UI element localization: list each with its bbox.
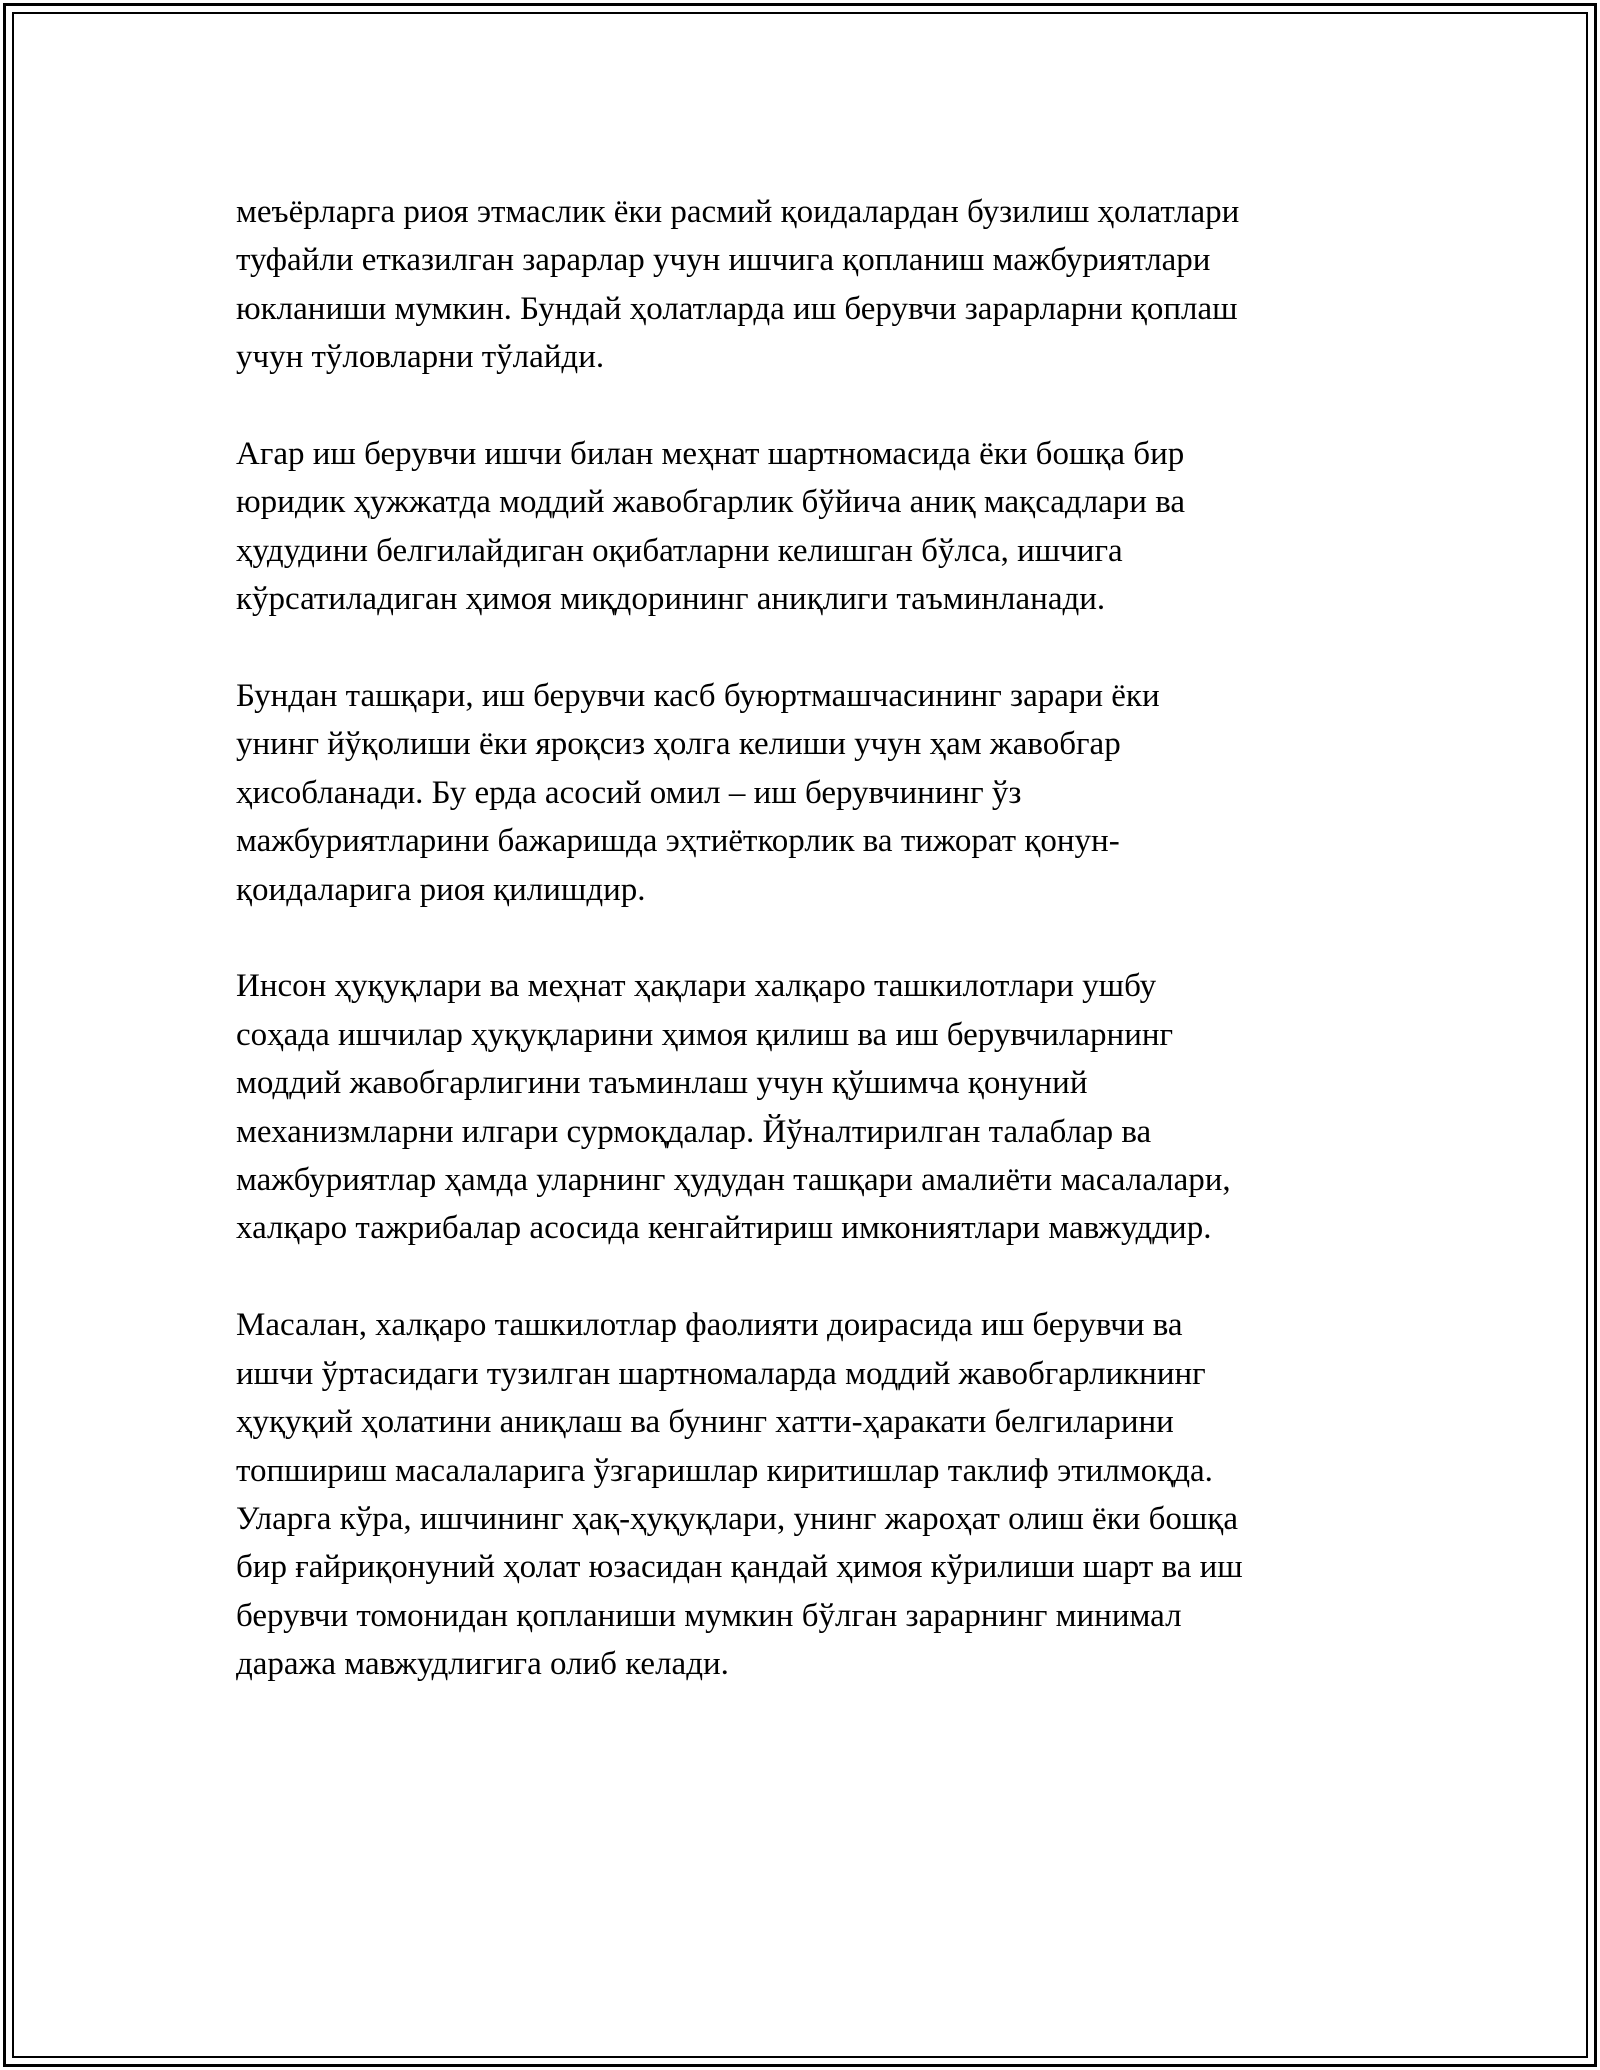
paragraph-5: Масалан, халқаро ташкилотлар фаолияти доирасида иш берувчи ва ишчи ўртасидаги тузилган шартномаларда моддий жавобгарликнинг ҳуқуқий ҳолатини аниқлаш ва бунинг хатти-ҳаракати белгиларини топшириш масалаларига ўзгаришлар киритишлар таклиф этилмоқда. Уларга кўра, ишчининг ҳақ-ҳуқуқлари, унинг жароҳат олиш ёки бошқа бир ғайриқонуний ҳолат юзасидан қандай ҳимоя кўрилиши шарт ва иш берувчи томонидан қопланиши мумкин бўлган зарарнинг минимал даража мавжудлигига олиб келади. [236, 1307, 1243, 1683]
paragraph-2: Агар иш берувчи ишчи билан меҳнат шартномасида ёки бошқа бир юридик ҳужжатда моддий жавобгарлик бўйича аниқ мақсадлари ва ҳудудини белгилайдиган оқибатларни келишган бўлса, ишчига кўрсатиладиган ҳимоя миқдорининг аниқлиги таъминланади. [236, 436, 1186, 618]
paragraph-4: Инсон ҳуқуқлари ва меҳнат ҳақлари халқаро ташкилотлари ушбу соҳада ишчилар ҳуқуқларини ҳимоя қилиш ва иш берувчиларнинг моддий жавобгарлигини таъминлаш учун қўшимча қонуний механизмларни илгари сурмоқдалар. Йўналтирилган талаблар ва мажбуриятлар ҳамда уларнинг ҳудудан ташқари амалиёти масалалари, халқаро тажрибалар асосида кенгайтириш имкониятлари мавжуддир. [236, 968, 1231, 1247]
paragraph-1: меъёрларга риоя этмаслик ёки расмий қоидалардан бузилиш ҳолатлари туфайли етказилган зарарлар учун ишчига қопланиш мажбуриятлари юкланиши мумкин. Бундай ҳолатларда иш берувчи зарарларни қоплаш учун тўловларни тўлайди. [236, 194, 1240, 376]
document-body [236, 188, 1366, 1737]
paragraph-3: Бундан ташқари, иш берувчи касб буюртмашчасининг зарари ёки унинг йўқолиши ёки яроқсиз ҳолга келиши учун ҳам жавобгар ҳисобланади. Бу ерда асосий омил – иш берувчининг ўз мажбуриятларини бажаришда эҳтиёткорлик ва тижорат қонун- қоидаларига риоя қилишдир. [236, 678, 1160, 908]
